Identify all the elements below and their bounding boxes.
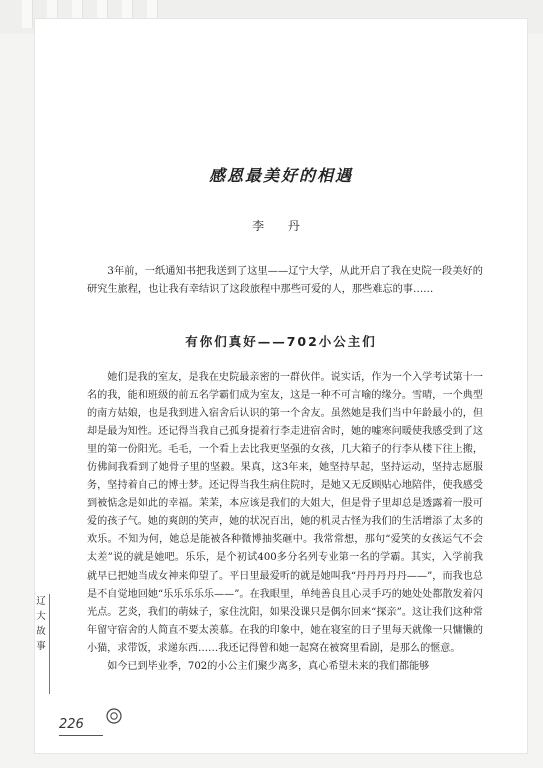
sidebar-char: 故 [36, 626, 46, 637]
page-ornament-icon [105, 707, 123, 725]
footer-rule [59, 735, 103, 736]
section-body [87, 369, 483, 676]
sidebar-rule [49, 594, 50, 694]
sidebar-char: 大 [36, 611, 46, 622]
page-number: 226 [59, 717, 84, 732]
section-heading: 有你们真好——702小公主们 [185, 334, 377, 349]
author-name: 李 丹 [252, 219, 310, 233]
body-paragraph: 如今已到毕业季，702的小公主们聚少离多，真心希望未来的我们都能够 [107, 660, 430, 672]
sidebar-char: 事 [36, 641, 46, 652]
body-paragraph: 她们是我的室友，是我在史院最亲密的一群伙伴。说实话，作为一个入学考试第十一名的我，能和班级的前五名学霸们成为室友，这是一种不可言喻的缘分。雪晴，一个典型的南方姑娘，也是我到进入宿舍后认识的第一个舍友。虽然她是我们当中年龄最小的，但却是最为知性。还记得当我自己孤身提着行李走进宿舍时，她的嘘寒问暖使我感受到了这里的第一份阳光。毛毛，一个看上去比我更坚强的女孩，几大箱子的行李从楼下往上搬，仿佛间我看到了她骨子里的坚毅。果真，这3年来，她坚持早起，坚持运动，坚持志愿服务，坚持着自己的博士梦。还记得当我生病住院时，是她又无反顾贴心地陪伴，使我感受到被惦念是如此的幸福。茉茉，本应该是我们的大姐大，但是骨子里却总是透露着一股可爱的孩子气。她的爽朗的笑声，她的状况百出，她的机灵古怪为我们的生活增添了太多的欢乐。不知为何，她总是能被各种微博抽奖砸中。我常常想，那句“爱笑的女孩运气不会太差”说的就是她吧。乐乐，是个初试400多分名列专业第一名的学霸。其实，入学前我就早已把她当成女神来仰望了。平日里最爱听的就是她叫我“丹丹丹丹丹——”，而我也总是不自觉地回她“乐乐乐乐乐——”。在我眼里，单纯善良且心灵手巧的她处处都散发着闪光点。艺炎，我们的萌妹子，家住沈阳，如果没课只是偶尔回来“探亲”。这让我们这种常年留守宿舍的人简直不要太羡慕。在我的印象中，她在寝室的日子里每天就像一只慵懒的小猫，求带饭，求递东西……我还记得曾和她一起窝在被窝里看剧，是那么的惬意。 [87, 372, 483, 654]
sidebar-char: 辽 [36, 596, 46, 607]
article-title: 感恩最美好的相遇 [208, 166, 353, 185]
intro-paragraph: 3年前，一纸通知书把我送到了这里——辽宁大学，从此开启了我在史院一段美好的研究生旅程，也让我有幸结识了这段旅程中那些可爱的人，那些难忘的事…… [87, 266, 483, 295]
running-section-label [35, 594, 47, 654]
book-page [34, 18, 528, 754]
